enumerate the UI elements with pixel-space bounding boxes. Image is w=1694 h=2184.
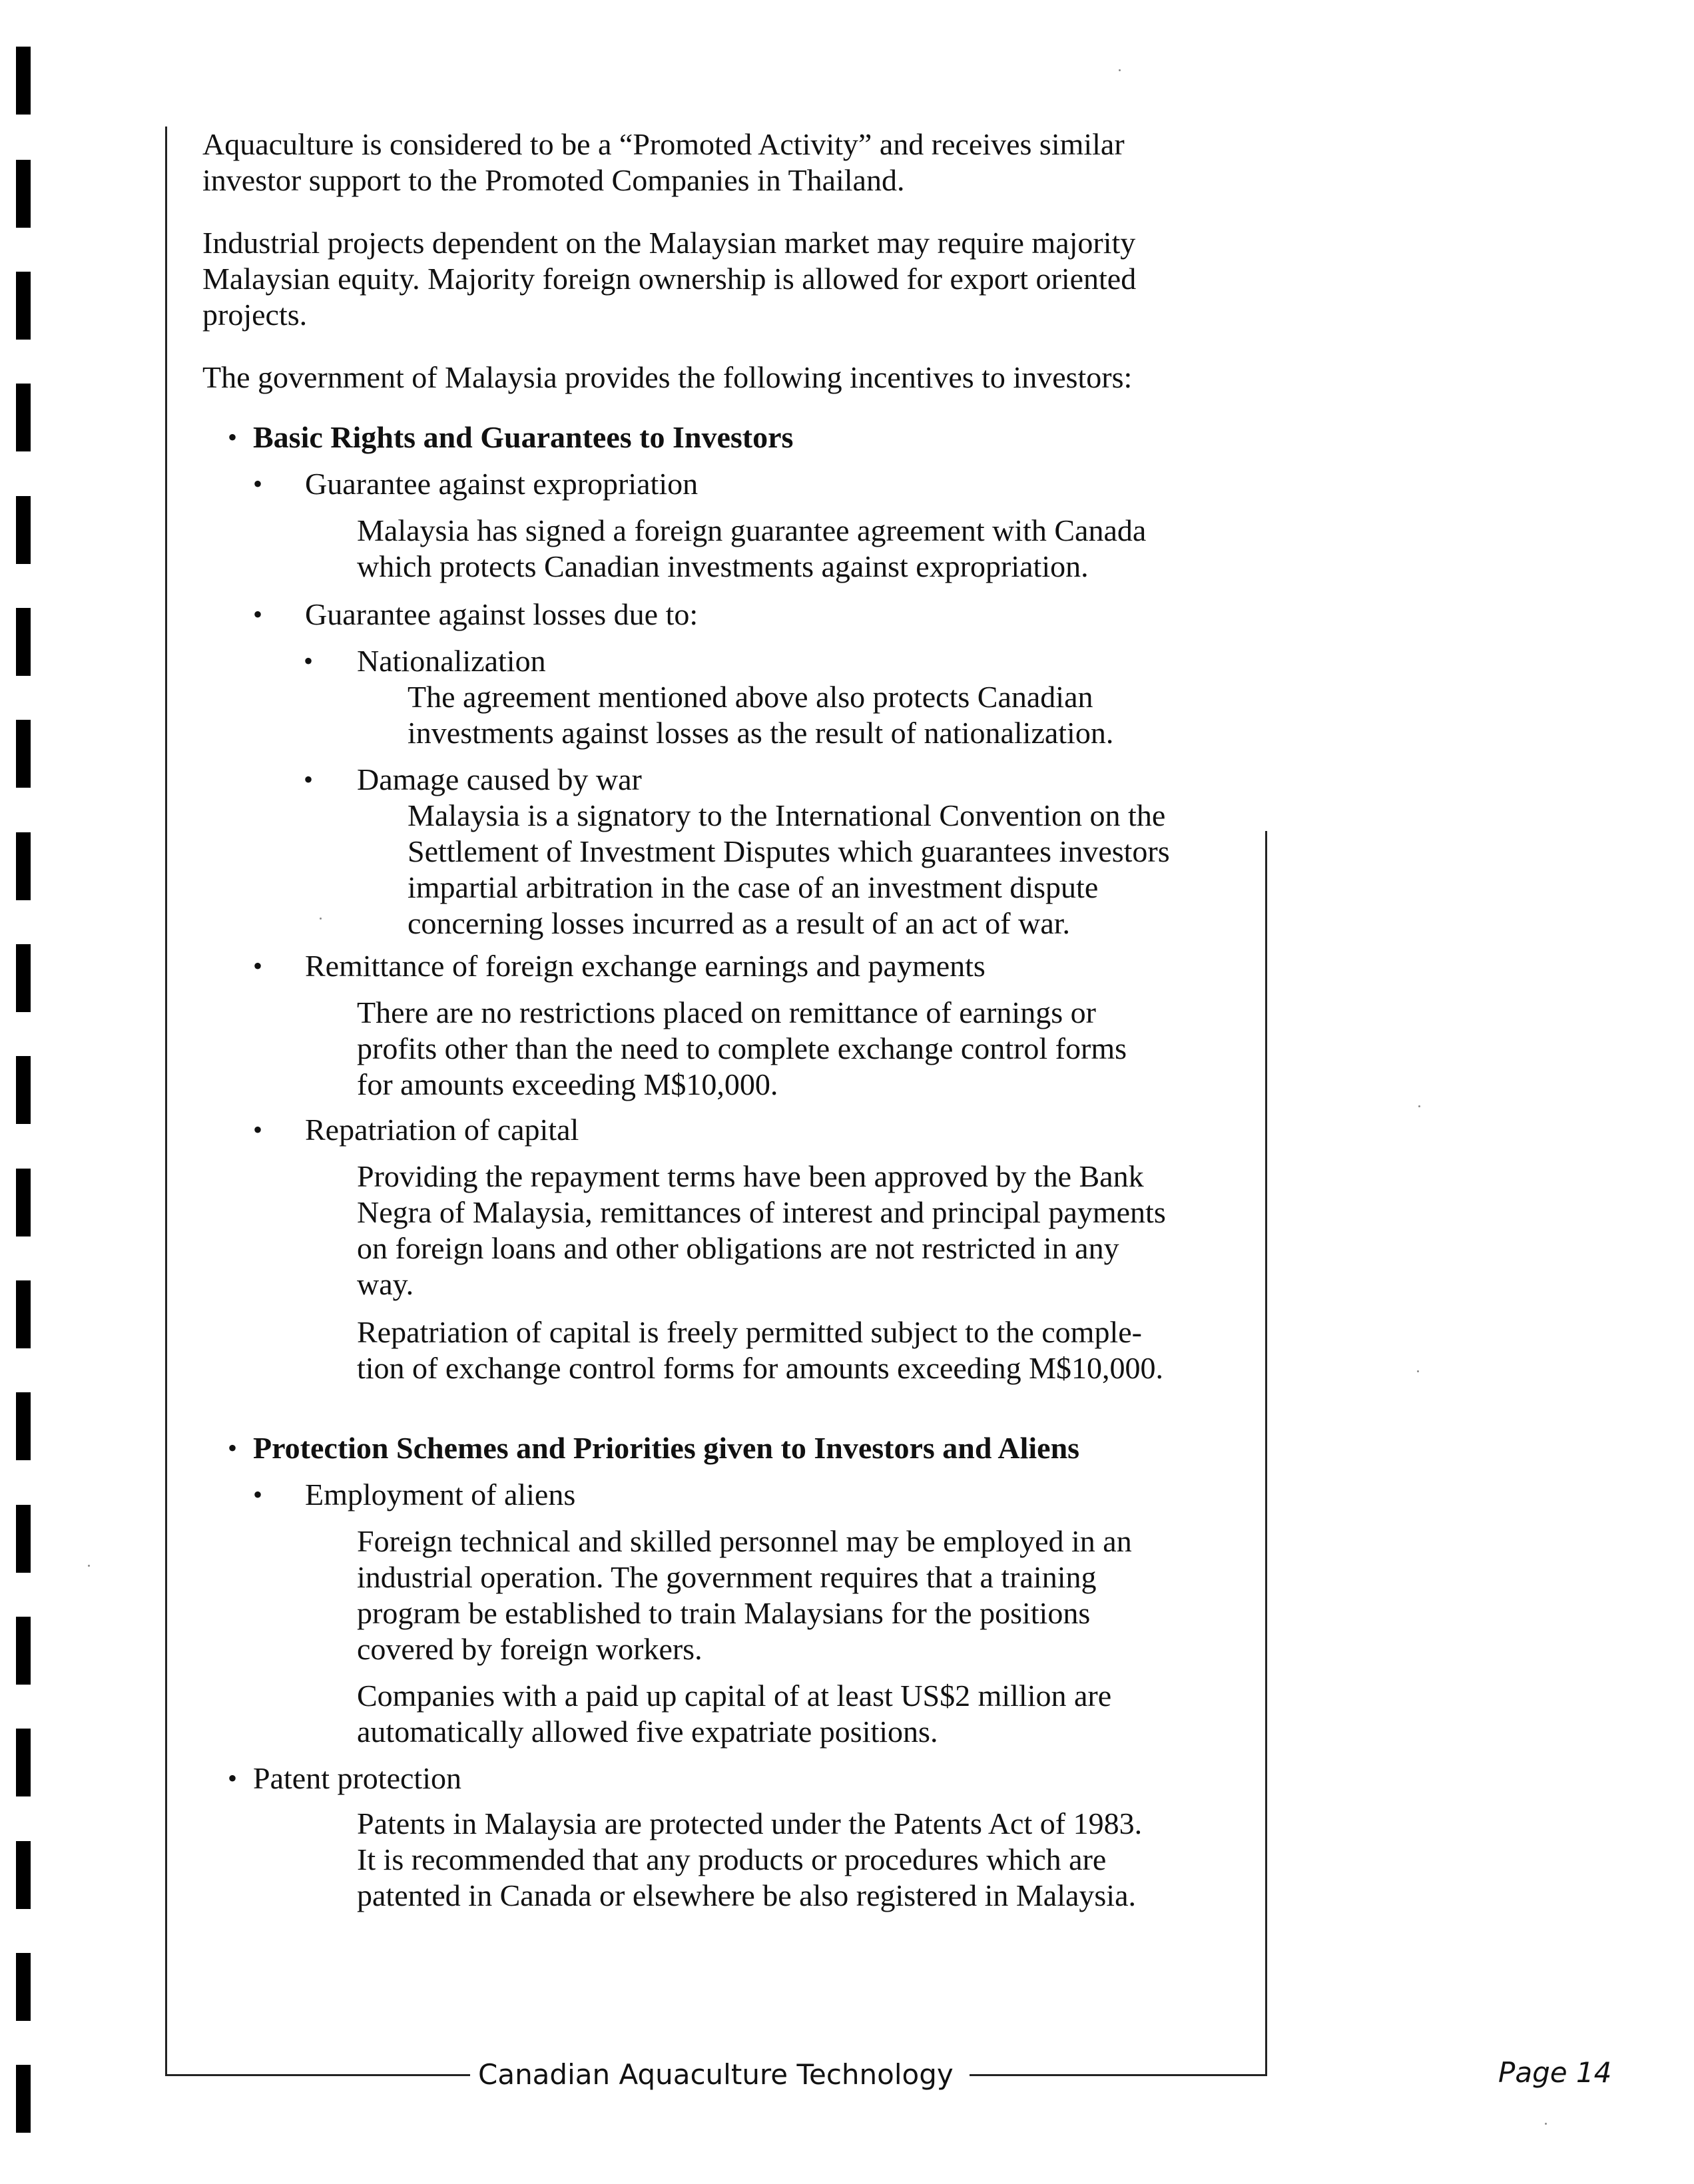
bullet-glyph: •: [253, 599, 263, 629]
binder-mark: [16, 1392, 31, 1460]
item-description-line: Settlement of Investment Disputes which guarantees investors: [408, 834, 1170, 868]
bullet-glyph: •: [228, 1763, 238, 1793]
bullet-glyph: •: [253, 1115, 263, 1145]
footer-rule-left: [165, 2074, 470, 2076]
item-description-line: program be established to train Malaysians for the positions: [357, 1596, 1091, 1630]
left-margin-rule: [165, 127, 167, 2076]
bullet-glyph: •: [253, 469, 263, 499]
footer-rule-right: [970, 2074, 1267, 2076]
bullet-glyph: •: [253, 951, 263, 981]
section-heading-protection-schemes: Protection Schemes and Priorities given to Investors and Aliens: [253, 1431, 1080, 1465]
item-repatriation: Repatriation of capital: [305, 1113, 579, 1147]
item-employment-aliens: Employment of aliens: [305, 1478, 576, 1511]
item-description-line: for amounts exceeding M$10,000.: [357, 1067, 778, 1101]
footer-title: Canadian Aquaculture Technology: [478, 2058, 954, 2091]
bullet-glyph: •: [304, 764, 314, 794]
scan-speck: [1545, 2123, 1547, 2125]
binder-mark: [16, 1729, 31, 1796]
subitem-nationalization: Nationalization: [357, 644, 546, 678]
item-description-line: way.: [357, 1267, 414, 1301]
bullet-glyph: •: [228, 1433, 238, 1463]
item-description-line: patented in Canada or elsewhere be also registered in Malaysia.: [357, 1878, 1136, 1912]
item-description-line: tion of exchange control forms for amounts exceeding M$10,000.: [357, 1351, 1164, 1385]
binder-mark: [16, 1505, 31, 1573]
binder-mark: [16, 384, 31, 451]
item-description-line: Repatriation of capital is freely permitted subject to the comple-: [357, 1315, 1142, 1349]
item-description-line: automatically allowed five expatriate positions.: [357, 1715, 938, 1749]
binder-mark: [16, 608, 31, 676]
item-description-line: industrial operation. The government requires that a training: [357, 1560, 1097, 1594]
item-description-line: covered by foreign workers.: [357, 1632, 703, 1666]
intro-paragraph-line: Aquaculture is considered to be a “Promoted Activity” and receives similar: [202, 127, 1125, 161]
binder-mark: [16, 496, 31, 564]
item-description-line: Malaysia has signed a foreign guarantee agreement with Canada: [357, 513, 1147, 547]
item-guarantee-losses: Guarantee against losses due to:: [305, 597, 699, 631]
equity-paragraph-line: Malaysian equity. Majority foreign ownership is allowed for export oriented: [202, 262, 1137, 296]
item-guarantee-expropriation: Guarantee against expropriation: [305, 467, 699, 501]
item-description-line: Patents in Malaysia are protected under the Patents Act of 1983.: [357, 1806, 1143, 1840]
binder-mark: [16, 272, 31, 340]
binder-mark: [16, 1169, 31, 1236]
binder-mark: [16, 1953, 31, 2021]
equity-paragraph-line: Industrial projects dependent on the Malaysian market may require majority: [202, 226, 1136, 260]
item-description-line: investments against losses as the result of nationalization.: [408, 716, 1114, 750]
binder-mark: [16, 1841, 31, 1909]
right-margin-rule: [1265, 831, 1267, 2076]
item-description-line: on foreign loans and other obligations are not restricted in any: [357, 1231, 1119, 1265]
item-patent-protection: Patent protection: [253, 1761, 461, 1795]
intro-paragraph-line: investor support to the Promoted Companies in Thailand.: [202, 163, 905, 197]
section-heading-basic-rights: Basic Rights and Guarantees to Investors: [253, 420, 794, 454]
binder-mark: [16, 1056, 31, 1124]
item-description-line: Companies with a paid up capital of at least US$2 million are: [357, 1679, 1112, 1713]
item-description-line: Foreign technical and skilled personnel may be employed in an: [357, 1524, 1132, 1558]
item-remittance: Remittance of foreign exchange earnings and payments: [305, 949, 986, 983]
item-description-line: impartial arbitration in the case of an investment dispute: [408, 870, 1099, 904]
page-number: Page 14: [1498, 2056, 1612, 2089]
item-description-line: It is recommended that any products or procedures which are: [357, 1842, 1107, 1876]
subitem-damage-war: Damage caused by war: [357, 762, 642, 796]
bullet-glyph: •: [228, 422, 238, 452]
incentives-intro: The government of Malaysia provides the following incentives to investors:: [202, 360, 1133, 394]
equity-paragraph-line: projects.: [202, 298, 308, 332]
scan-speck: [1418, 1105, 1420, 1107]
binder-mark: [16, 2065, 31, 2133]
binder-mark: [16, 1617, 31, 1685]
scan-speck: [88, 1565, 90, 1567]
bullet-glyph: •: [253, 1480, 263, 1509]
item-description-line: concerning losses incurred as a result of an act of war.: [408, 906, 1071, 940]
item-description-line: The agreement mentioned above also protects Canadian: [408, 680, 1093, 714]
binder-mark: [16, 944, 31, 1012]
binder-mark: [16, 832, 31, 900]
item-description-line: which protects Canadian investments against expropriation.: [357, 549, 1089, 583]
binder-hole-marks: [0, 0, 40, 2184]
binder-mark: [16, 47, 31, 115]
scan-speck: [1417, 1370, 1419, 1372]
item-description-line: Negra of Malaysia, remittances of interest and principal payments: [357, 1195, 1166, 1229]
item-description-line: profits other than the need to complete exchange control forms: [357, 1031, 1127, 1065]
item-description-line: There are no restrictions placed on remittance of earnings or: [357, 995, 1096, 1029]
bullet-glyph: •: [304, 646, 314, 676]
item-description-line: Malaysia is a signatory to the International Convention on the: [408, 798, 1166, 832]
item-description-line: Providing the repayment terms have been approved by the Bank: [357, 1159, 1144, 1193]
binder-mark: [16, 1280, 31, 1348]
binder-mark: [16, 160, 31, 228]
binder-mark: [16, 720, 31, 788]
